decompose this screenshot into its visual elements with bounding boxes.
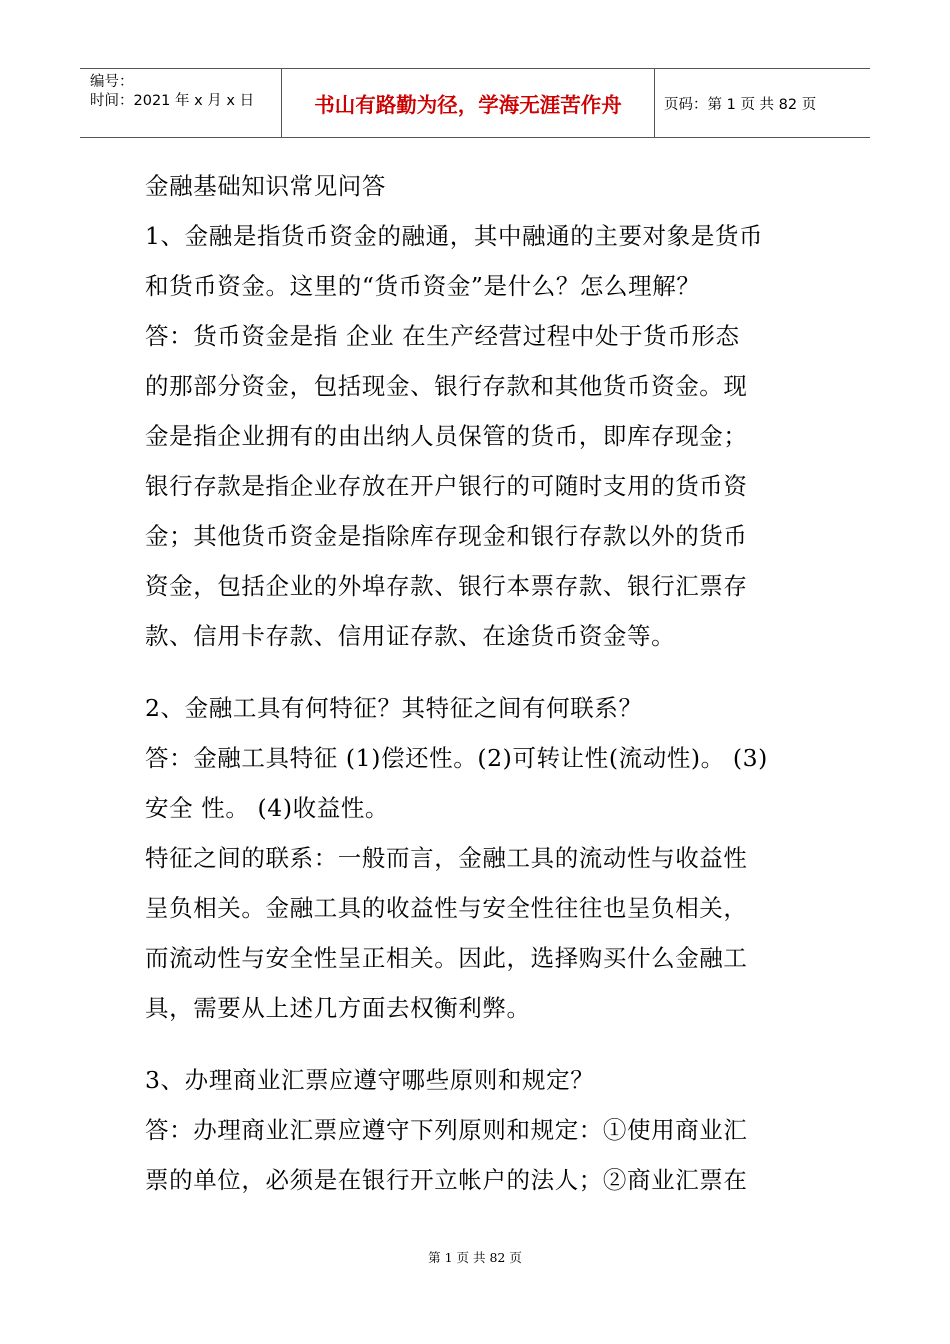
header-slogan: 书山有路勤为径，学海无涯苦作舟 bbox=[314, 93, 622, 117]
header-meta bbox=[80, 69, 281, 137]
answer-3-line-2: 票的单位，必须是在银行开立帐户的法人；②商业汇票在 bbox=[145, 1166, 748, 1194]
answer-1-line-4: 银行存款是指企业存放在开户银行的可随时支用的货币资 bbox=[145, 472, 748, 500]
answer-2-line-5: 而流动性与安全性呈正相关。因此，选择购买什么金融工 bbox=[145, 944, 748, 972]
answer-1-line-1: 答：货币资金是指 企业 在生产经营过程中处于货币形态 bbox=[145, 322, 740, 350]
header-page-info: 页码：第 1 页 共 82 页 bbox=[664, 96, 817, 113]
answer-3-line-1: 答：办理商业汇票应遵守下列原则和规定：①使用商业汇 bbox=[145, 1116, 748, 1144]
answer-2-line-3: 特征之间的联系：一般而言，金融工具的流动性与收益性 bbox=[145, 844, 748, 872]
answer-2-line-2: 安全 性。 (4)收益性。 bbox=[145, 794, 390, 822]
question-3-line-1: 3、办理商业汇票应遵守哪些原则和规定？ bbox=[145, 1066, 595, 1094]
paragraph-gap bbox=[145, 1033, 815, 1055]
answer-1-line-3: 金是指企业拥有的由出纳人员保管的货币，即库存现金； bbox=[145, 422, 748, 450]
answer-2-line-6: 具，需要从上述几方面去权衡利弊。 bbox=[145, 994, 531, 1022]
document-date-label: 时间：2021 年 x 月 x 日 bbox=[90, 93, 255, 109]
paragraph-gap bbox=[145, 661, 815, 683]
question-1-line-1: 1、金融是指货币资金的融通，其中融通的主要对象是货币 bbox=[145, 222, 764, 250]
document-header bbox=[80, 68, 870, 138]
answer-2-line-4: 呈负相关。金融工具的收益性与安全性往往也呈负相关， bbox=[145, 894, 748, 922]
document-number-label: 编号： bbox=[90, 74, 134, 90]
question-1-line-2: 和货币资金。这里的“货币资金”是什么？怎么理解？ bbox=[145, 272, 701, 300]
answer-1-line-6: 资金，包括企业的外埠存款、银行本票存款、银行汇票存 bbox=[145, 572, 748, 600]
header-slogan-cell bbox=[281, 69, 655, 137]
document-title: 金融基础知识常见问答 bbox=[145, 172, 386, 200]
header-page-cell bbox=[654, 69, 870, 137]
page-footer: 第 1 页 共 82 页 bbox=[428, 1250, 522, 1265]
answer-1-line-5: 金；其他货币资金是指除库存现金和银行存款以外的货币 bbox=[145, 522, 748, 550]
question-2-line-1: 2、金融工具有何特征？其特征之间有何联系？ bbox=[145, 694, 643, 722]
answer-2-line-1: 答：金融工具特征 (1)偿还性。(2)可转让性(流动性)。 (3) bbox=[145, 744, 768, 772]
answer-1-line-2: 的那部分资金，包括现金、银行存款和其他货币资金。现 bbox=[145, 372, 748, 400]
document-body bbox=[145, 161, 815, 1205]
answer-1-line-7: 款、信用卡存款、信用证存款、在途货币资金等。 bbox=[145, 622, 676, 650]
